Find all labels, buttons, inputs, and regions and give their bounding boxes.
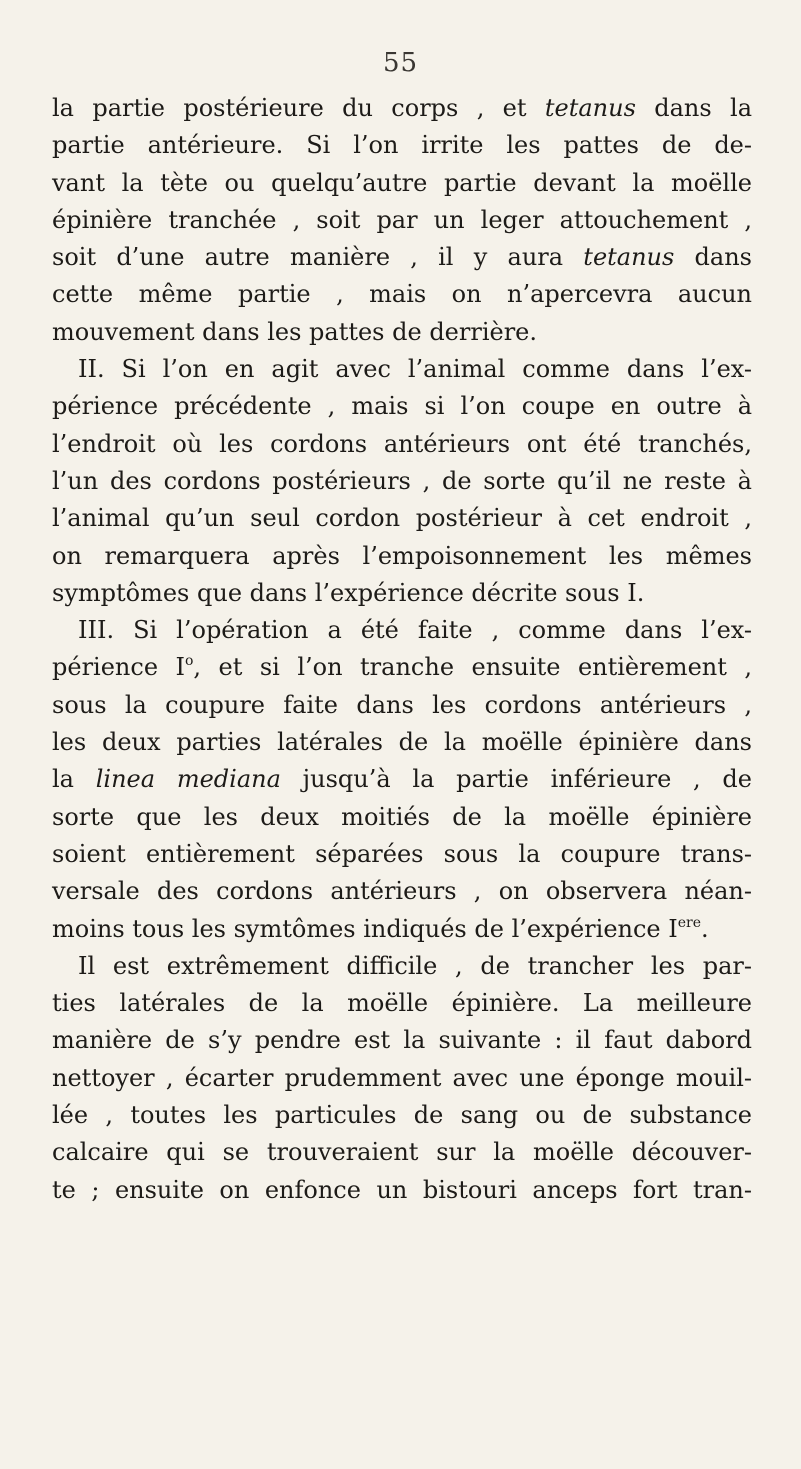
text-line: sous la coupure faite dans les cordons antérieurs , [52,690,752,719]
text-line: symptômes que dans l’expérience décrite sous I. [52,578,645,607]
text-line: ties latérales de la moëlle épinière. La meilleure [52,989,752,1018]
text-line: périence $I^o$, et si l’on tranche ensuite entièrement , [52,653,752,682]
text-line: lée , toutes les particules de sang ou de substance [52,1101,752,1130]
text-line: sorte que les deux moitiés de la moëlle épinière [52,802,752,831]
text-line: Il est extrêmement difficile , de trancher les par- [78,951,752,980]
text-line: II. Si l’on en agit avec l’animal comme dans l’ex- [78,355,752,384]
text-line: cette même partie , mais on n’apercevra aucun [52,280,752,309]
text-line: versale des cordons antérieurs , on observera néan- [52,877,752,906]
text-line: manière de s’y pendre est la suivante : il faut dabord [52,1026,752,1055]
text-line: calcaire qui se trouveraient sur la moëlle découver- [52,1138,752,1167]
text-line: soient entièrement séparées sous la coupure trans- [52,839,752,868]
text-line: partie antérieure. Si l’on irrite les pattes de de- [52,131,752,160]
text-line: nettoyer , écarter prudemment avec une éponge mouil- [52,1063,752,1092]
text-line: l’animal qu’un seul cordon postérieur à cet endroit , [52,504,752,533]
text-line: te ; ensuite on enfonce un bistouri anceps fort tran- [52,1175,752,1204]
text-line: on remarquera après l’empoisonnement les mêmes [52,541,752,570]
text-line: moins tous les symtômes indiqués de l’expérience Iere. [52,914,709,943]
page-number: 55 [382,48,419,78]
body-text [52,90,752,1209]
text-line: la partie postérieure du corps , et tetanus dans la [52,94,753,122]
text-line: mouvement dans les pattes de derrière. [52,317,538,346]
text-line: épinière tranchée , soit par un leger attouchement , [52,205,752,234]
text-line: les deux parties latérales de la moëlle épinière dans [52,728,752,757]
text-line: l’endroit où les cordons antérieurs ont été tranchés, [52,429,752,458]
text-line: vant la tète ou quelqu’autre partie devant la moëlle [52,168,752,197]
text-line: l’un des cordons postérieurs , de sorte qu’il ne reste à [52,466,752,495]
text-line: soit d’une autre manière , il y aura tetanus dans [52,243,753,272]
text-line: la linea mediana jusqu’à la partie inférieure , de [52,765,752,794]
text-line: périence précédente , mais si l’on coupe en outre à [52,392,752,421]
text-line: III. Si l’opération a été faite , comme dans l’ex- [78,616,752,645]
